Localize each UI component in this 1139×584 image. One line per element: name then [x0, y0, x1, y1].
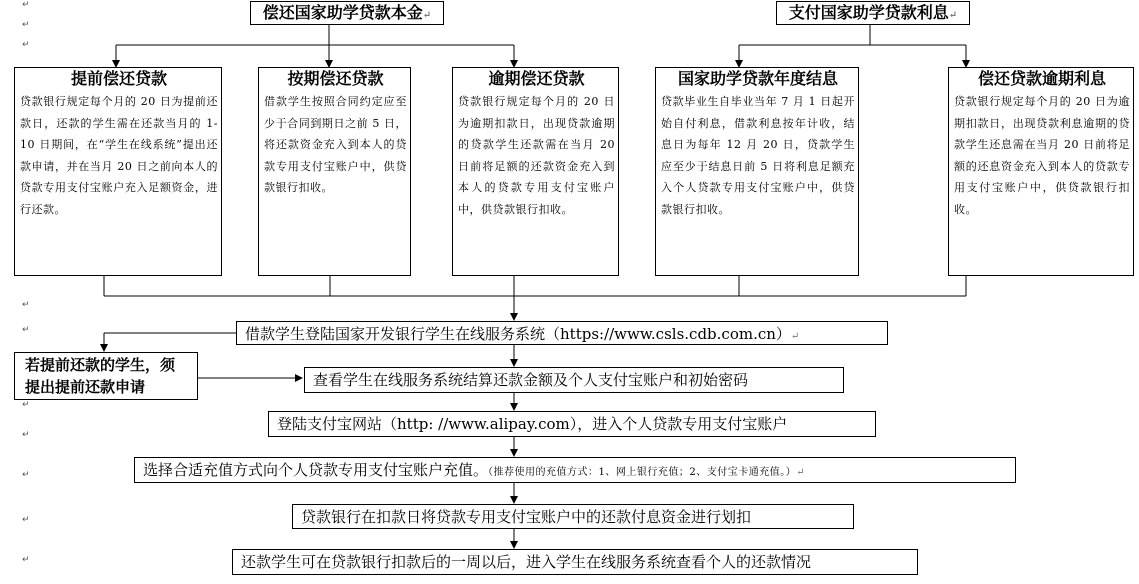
interest-box	[776, 1, 970, 25]
deduct-step	[292, 504, 854, 529]
paragraph-mark: ↵	[22, 40, 30, 50]
paragraph-mark: ↵	[22, 470, 30, 480]
ontime-repayment-card	[258, 67, 411, 276]
recharge-note: （推荐使用的充值方式：1、网上银行充值；2、支付宝卡通充值。）	[488, 467, 797, 478]
paragraph-mark: ↵	[22, 325, 30, 335]
card-title: 国家助学贷款年度结息	[677, 69, 838, 88]
step-label: 查看学生在线服务系统结算还款金额及个人支付宝账户和初始密码	[313, 371, 749, 389]
card-title: 提前偿还贷款	[70, 69, 167, 88]
step-label: 借款学生登陆国家开发银行学生在线服务系统（https://www.csls.cdb.com.cn）	[245, 325, 791, 343]
login-alipay-step	[268, 411, 876, 437]
step-label: 选择合适充值方式向个人贷款专用支付宝账户充值。	[143, 461, 489, 479]
card-title: 偿还贷款逾期利息	[977, 69, 1106, 88]
recharge-step	[134, 457, 1016, 483]
paragraph-mark: ↵	[22, 555, 30, 565]
paragraph-mark: ↵	[22, 20, 30, 30]
card-body: 借款学生按照合同约定应至少于合同到期日之前 5 日，将还款资金充入到本人的贷款专用支付宝账户中，供贷款银行扣收。	[264, 95, 407, 194]
early-repayment-note	[14, 352, 198, 400]
card-body: 贷款银行规定每个月的 20 日为逾期扣款日，出现贷款逾期的贷款学生还款需在当月 20 日前将足额的还款资金充入到本人的贷款专用支付宝账户中，供贷款银行扣收。	[458, 95, 615, 216]
card-body: 贷款银行规定每个月的 20 日为逾期扣款日，出现贷款利息逾期的贷款学生还息需在当月 20 日前将足额的还息资金充入到本人的贷款专用支付宝账户中，供贷款银行扣收。	[954, 95, 1130, 216]
card-title: 按期偿还贷款	[287, 69, 384, 88]
card-body: 贷款毕业生自毕业当年 7 月 1 日起开始自付利息，借款利息按年计收，结息日为每年 12 月 20 日，贷款学生应至少于结息日前 5 日将利息足额充入个人贷款专用支付宝账户中，供贷款银行扣收。	[661, 95, 855, 216]
paragraph-mark: ↵	[22, 0, 30, 10]
step-label: 还款学生可在贷款银行扣款后的一周以后，进入学生在线服务系统查看个人的还款情况	[241, 553, 812, 571]
card-title: 逾期偿还贷款	[488, 69, 585, 88]
step-label: 登陆支付宝网站（http: //www.alipay.com），进入个人贷款专用支付宝账户	[277, 415, 788, 433]
principal-label: 偿还国家助学贷款本金	[262, 3, 423, 22]
overdue-interest-card	[948, 67, 1134, 276]
paragraph-mark: ↵	[790, 331, 800, 342]
check-amount-step	[304, 367, 844, 393]
principal-box	[250, 1, 444, 25]
check-status-step	[232, 549, 918, 575]
step-label: 贷款银行在扣款日将贷款专用支付宝账户中的还款付息资金进行划扣	[301, 508, 752, 526]
note-label: 若提前还款的学生，须提出提前还款申请	[25, 356, 176, 396]
paragraph-mark: ↵	[796, 467, 805, 478]
paragraph-mark: ↵	[22, 300, 30, 310]
early-repayment-card	[14, 67, 222, 276]
paragraph-mark: ↵	[422, 10, 432, 21]
interest-label: 支付国家助学贷款利息	[788, 3, 949, 22]
card-body: 贷款银行规定每个月的 20 日为提前还款日，还款的学生需在还款当月的 1-10 日期间，在“学生在线系统”提出还款申请，并在当月 20 日之前向本人的贷款专用支付宝账户充入足额资金，进行还款。	[20, 95, 218, 216]
paragraph-mark: ↵	[22, 515, 30, 525]
login-cdb-step	[236, 321, 888, 345]
paragraph-mark: ↵	[948, 10, 958, 21]
paragraph-mark: ↵	[22, 400, 30, 410]
overdue-repayment-card	[452, 67, 619, 276]
paragraph-mark: ↵	[22, 430, 30, 440]
annual-interest-card	[655, 67, 859, 276]
